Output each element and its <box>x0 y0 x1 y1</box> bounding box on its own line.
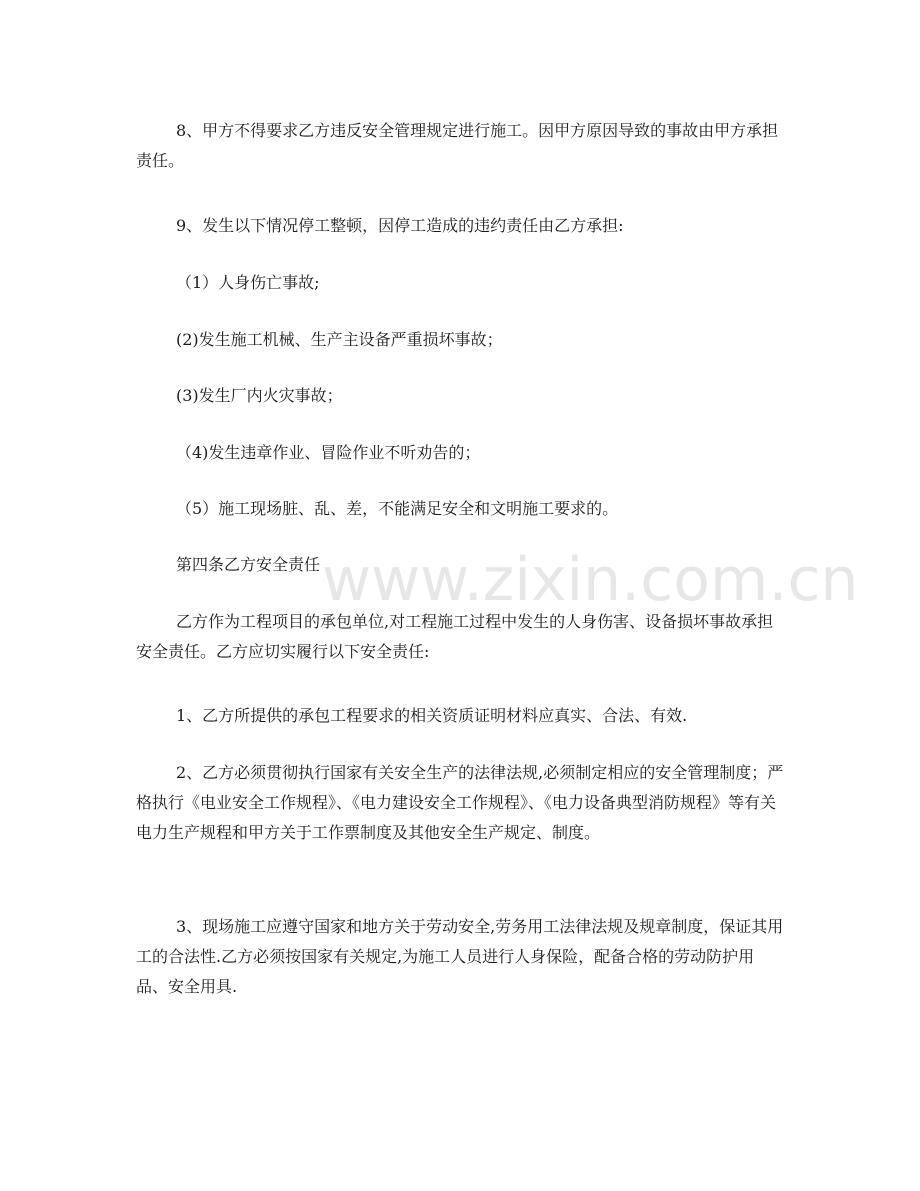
list-item-5: （5）施工现场脏、乱、差，不能满足安全和文明施工要求的。 <box>176 499 619 518</box>
list-item-3: (3)发生厂内火灾事故； <box>176 386 343 405</box>
paragraph-9: 9、发生以下情况停工整顿，因停工造成的违约责任由乙方承担: <box>176 216 624 235</box>
paragraph-b1: 1、乙方所提供的承包工程要求的相关资质证明材料应真实、合法、有效. <box>176 706 688 725</box>
list-item-2: (2)发生施工机械、生产主设备严重损坏事故； <box>176 330 503 349</box>
paragraph-b3: 3、现场施工应遵守国家和地方关于劳动安全,劳务用工法律法规及规章制度，保证其用工的合法性.乙方必须按国家有关规定,为施工人员进行人身保险，配备合格的劳动防护用品、安全用具. <box>136 917 784 996</box>
paragraph-8: 8、甲方不得要求乙方违反安全管理规定进行施工。因甲方原因导致的事故由甲方承担责任。 <box>136 121 779 170</box>
list-item-1: （1）人身伤亡事故; <box>176 273 320 292</box>
section-heading: 第四条乙方安全责任 <box>176 555 321 574</box>
list-item-4: （4)发生违章作业、冒险作业不听劝告的； <box>176 443 481 462</box>
watermark-text: www.zixin.com.cn <box>322 545 859 615</box>
paragraph-b2: 2、乙方必须贯彻执行国家有关安全生产的法律法规,必须制定相应的安全管理制度；严格执行《电业安全工作规程》、《电力建设安全工作规程》、《电力设备典型消防规程》等有关电力生产规程和甲方关于工作票制度及其他安全生产规定、制度。 <box>136 763 784 842</box>
paragraph-party-b-intro: 乙方作为工程项目的承包单位,对工程施工过程中发生的人身伤害、设备损坏事故承担安全责任。乙方应切实履行以下安全责任: <box>136 612 774 661</box>
